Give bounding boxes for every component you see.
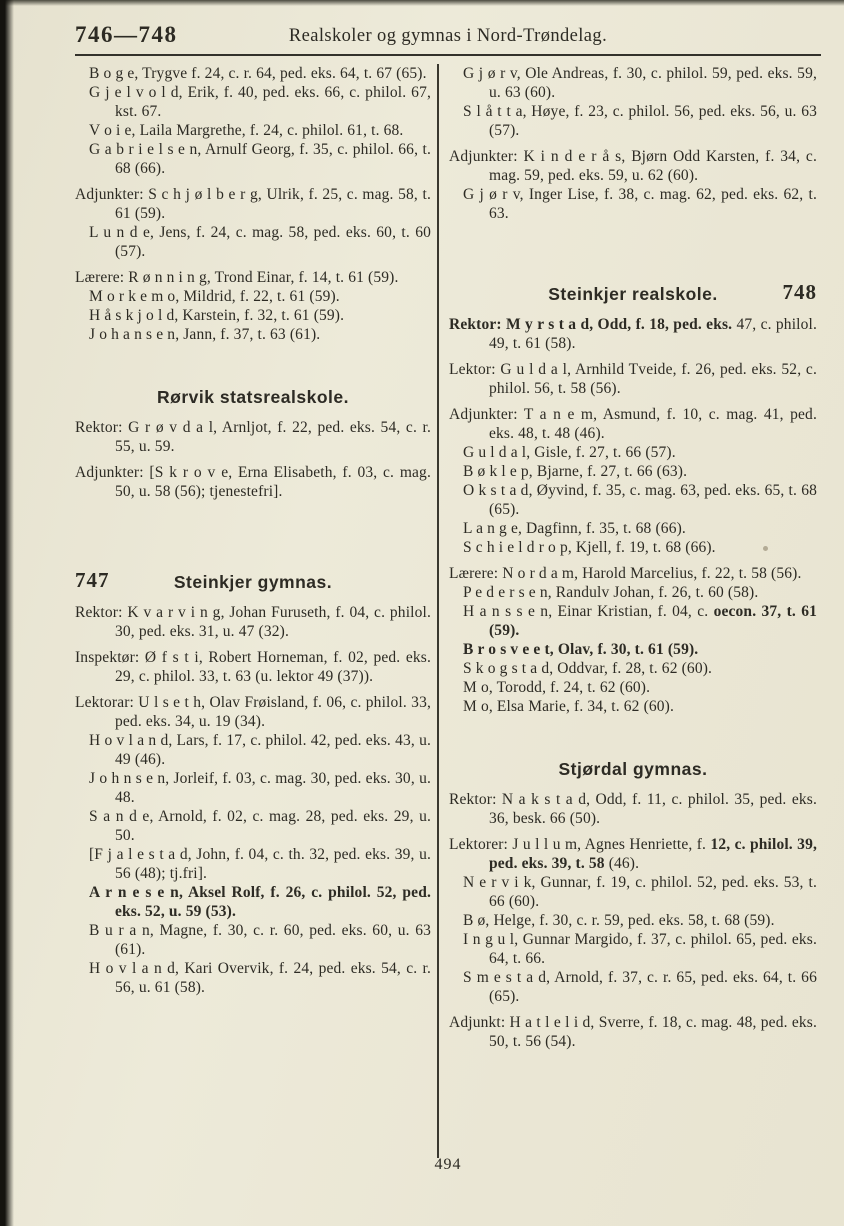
section-heading bbox=[449, 758, 817, 780]
role-entry bbox=[75, 185, 431, 223]
entry-text: B u r a n, Magne, f. 30, c. r. 60, ped. eks. 60, u. 63 (61). bbox=[89, 922, 431, 958]
person-entry bbox=[75, 140, 431, 178]
person-entry bbox=[449, 443, 817, 462]
person-entry bbox=[449, 873, 817, 911]
person-entry bbox=[449, 185, 817, 223]
person-entry bbox=[75, 769, 431, 807]
entry-text: I n g u l, Gunnar Margido, f. 37, c. philol. 65, ped. eks. 64, t. 66. bbox=[463, 931, 817, 967]
role-entry bbox=[75, 648, 431, 686]
entry-text: Adjunkter: T a n e m, Asmund, f. 10, c. mag. 41, ped. eks. 48, t. 48 (46). bbox=[449, 406, 817, 442]
person-entry bbox=[449, 697, 817, 716]
entry-text: M o r k e m o, Mildrid, f. 22, t. 61 (59). bbox=[89, 288, 340, 305]
role-entry bbox=[449, 405, 817, 443]
right-column bbox=[449, 64, 817, 1158]
entry-text: Adjunkt: H a t l e l i d, Sverre, f. 18, c. mag. 48, ped. eks. 50, t. 56 (54). bbox=[449, 1014, 817, 1050]
section-heading bbox=[75, 568, 431, 593]
person-entry bbox=[449, 659, 817, 678]
role-entry bbox=[449, 360, 817, 398]
role-entry bbox=[75, 268, 431, 287]
person-entry bbox=[75, 121, 431, 140]
school-name: Steinkjer realskole. bbox=[548, 284, 718, 304]
entry-text: 47, c. philol. 49, t. 61 (58). bbox=[489, 316, 817, 352]
person-entry bbox=[449, 102, 817, 140]
entry-text: S k o g s t a d, Oddvar, f. 28, t. 62 (60). bbox=[463, 660, 713, 677]
role-entry bbox=[449, 835, 817, 873]
entry-text: Lærere: R ø n n i n g, Trond Einar, f. 14, t. 61 (59). bbox=[75, 269, 399, 286]
person-entry bbox=[75, 845, 431, 883]
role-entry bbox=[449, 790, 817, 828]
entry-text: S c h i e l d r o p, Kjell, f. 19, t. 68 (66). bbox=[463, 539, 716, 556]
role-entry bbox=[75, 463, 431, 501]
directory-section bbox=[449, 758, 817, 1051]
header-rule bbox=[75, 54, 821, 56]
person-entry bbox=[449, 481, 817, 519]
left-column bbox=[75, 64, 431, 1158]
entry-text: Lektorar: U l s e t h, Olav Frøisland, f. 06, c. philol. 33, ped. eks. 34, u. 19 (34). bbox=[75, 694, 431, 730]
person-entry bbox=[75, 306, 431, 325]
person-entry bbox=[449, 640, 817, 659]
role-entry bbox=[449, 315, 817, 353]
entry-text: Rektor: G r ø v d a l, Arnljot, f. 22, ped. eks. 54, c. r. 55, u. 59. bbox=[75, 419, 431, 455]
entry-text: G u l d a l, Gisle, f. 27, t. 66 (57). bbox=[463, 444, 676, 461]
entry-text: 12, c. philol. 39, ped. eks. 39, t. 58 bbox=[489, 836, 818, 872]
person-entry bbox=[449, 583, 817, 602]
person-entry bbox=[75, 921, 431, 959]
scan-edge-top bbox=[0, 0, 844, 6]
entry-text: B ø, Helge, f. 30, c. r. 59, ped. eks. 58, t. 68 (59). bbox=[463, 912, 775, 929]
scan-edge-left bbox=[0, 0, 14, 1226]
entry-text: M o, Torodd, f. 24, t. 62 (60). bbox=[463, 679, 651, 696]
entry-text: H å s k j o l d, Karstein, f. 32, t. 61 (59). bbox=[89, 307, 345, 324]
person-entry bbox=[449, 678, 817, 697]
school-name: Stjørdal gymnas. bbox=[558, 759, 708, 779]
heading-entry-number-right: 748 bbox=[782, 280, 817, 304]
person-entry bbox=[75, 325, 431, 344]
entry-text: A r n e s e n, Aksel Rolf, f. 26, c. philol. 52, ped. eks. 52, u. 59 (53). bbox=[89, 884, 431, 920]
entry-text: V o i e, Laila Margrethe, f. 24, c. philol. 61, t. 68. bbox=[89, 122, 404, 139]
entry-text: (46). bbox=[604, 855, 640, 872]
person-entry bbox=[449, 462, 817, 481]
entry-text: Adjunkter: K i n d e r å s, Bjørn Odd Karsten, f. 34, c. mag. 59, ped. eks. 59, u. 62 (60). bbox=[449, 148, 817, 184]
page-title: Realskoler og gymnas i Nord-Trøndelag. bbox=[288, 26, 608, 46]
person-entry bbox=[449, 968, 817, 1006]
entry-text: H o v l a n d, Kari Overvik, f. 24, ped. eks. 54, c. r. 56, u. 61 (58). bbox=[89, 960, 431, 996]
directory-section bbox=[75, 568, 431, 997]
person-entry bbox=[449, 538, 817, 557]
entry-text: S a n d e, Arnold, f. 02, c. mag. 28, ped. eks. 29, u. 50. bbox=[89, 808, 431, 844]
page-header bbox=[75, 22, 821, 54]
entry-text: Lektorer: J u l l u m, Agnes Henriette, f. bbox=[449, 836, 711, 853]
school-name: Rørvik statsrealskole. bbox=[157, 387, 349, 407]
entry-text: Rektor: N a k s t a d, Odd, f. 11, c. philol. 35, ped. eks. 36, besk. 66 (50). bbox=[449, 791, 817, 827]
directory-section bbox=[449, 280, 817, 716]
school-name: Steinkjer gymnas. bbox=[173, 572, 333, 592]
person-entry bbox=[449, 930, 817, 968]
role-entry bbox=[449, 147, 817, 185]
entry-text: J o h a n s e n, Jann, f. 37, t. 63 (61). bbox=[89, 326, 321, 343]
person-entry bbox=[75, 287, 431, 306]
text-columns bbox=[75, 64, 821, 1158]
heading-entry-number-left: 747 bbox=[75, 568, 110, 592]
entry-text: H a n s s e n, Einar Kristian, f. 04, c. bbox=[463, 603, 714, 620]
entry-text: Lektor: G u l d a l, Arnhild Tveide, f. 26, ped. eks. 52, c. philol. 56, t. 58 (56). bbox=[449, 361, 817, 397]
person-entry bbox=[75, 807, 431, 845]
role-entry bbox=[75, 418, 431, 456]
person-entry bbox=[75, 959, 431, 997]
entry-text: [F j a l e s t a d, John, f. 04, c. th. 32, ped. eks. 39, u. 56 (48); tj.fri]. bbox=[89, 846, 431, 882]
entry-text: Inspektør: Ø f s t i, Robert Horneman, f. 02, ped. eks. 29, c. philol. 33, t. 63 (u. lektor 49 (37)). bbox=[75, 649, 431, 685]
person-entry bbox=[75, 731, 431, 769]
entry-text: Rektor: K v a r v i n g, Johan Furuseth, f. 04, c. philol. 30, ped. eks. 31, u. 47 (32). bbox=[75, 604, 431, 640]
entry-text: P e d e r s e n, Randulv Johan, f. 26, t. 60 (58). bbox=[463, 584, 759, 601]
entry-text: B o g e, Trygve f. 24, c. r. 64, ped. eks. 64, t. 67 (65). bbox=[89, 65, 427, 82]
entry-text: B r o s v e e t, Olav, f. 30, t. 61 (59). bbox=[463, 641, 699, 658]
person-entry bbox=[75, 883, 431, 921]
entry-text: Adjunkter: [S k r o v e, Erna Elisabeth, f. 03, c. mag. 50, u. 58 (56); tjenestefri]. bbox=[75, 464, 431, 500]
entry-text: L a n g e, Dagfinn, f. 35, t. 68 (66). bbox=[463, 520, 686, 537]
entry-text: B ø k l e p, Bjarne, f. 27, t. 66 (63). bbox=[463, 463, 688, 480]
section-heading bbox=[75, 386, 431, 408]
entry-text: S m e s t a d, Arnold, f. 37, c. r. 65, ped. eks. 64, t. 66 (65). bbox=[463, 969, 817, 1005]
role-entry bbox=[75, 603, 431, 641]
person-entry bbox=[75, 64, 431, 83]
page-footer bbox=[75, 1156, 821, 1174]
section-heading bbox=[449, 280, 817, 305]
entry-text: oecon. 37, t. 61 (59). bbox=[489, 603, 817, 639]
person-entry bbox=[449, 911, 817, 930]
entry-text: Adjunkter: S c h j ø l b e r g, Ulrik, f. 25, c. mag. 58, t. 61 (59). bbox=[75, 186, 431, 222]
person-entry bbox=[449, 64, 817, 102]
person-entry bbox=[449, 602, 817, 640]
role-entry bbox=[449, 564, 817, 583]
page-number: 494 bbox=[434, 1156, 462, 1173]
entry-number-range: 746—748 bbox=[75, 22, 178, 47]
entry-text: S l å t t a, Høye, f. 23, c. philol. 56, ped. eks. 56, u. 63 (57). bbox=[463, 103, 817, 139]
entry-text: H o v l a n d, Lars, f. 17, c. philol. 42, ped. eks. 43, u. 49 (46). bbox=[89, 732, 431, 768]
entry-text: M o, Elsa Marie, f. 34, t. 62 (60). bbox=[463, 698, 675, 715]
entry-text: O k s t a d, Øyvind, f. 35, c. mag. 63, ped. eks. 65, t. 68 (65). bbox=[463, 482, 817, 518]
person-entry bbox=[75, 83, 431, 121]
role-entry bbox=[449, 1013, 817, 1051]
entry-text: J o h n s e n, Jorleif, f. 03, c. mag. 30, ped. eks. 30, u. 48. bbox=[89, 770, 431, 806]
directory-section bbox=[449, 64, 817, 223]
entry-text: N e r v i k, Gunnar, f. 19, c. philol. 52, ped. eks. 53, t. 66 (60). bbox=[463, 874, 817, 910]
person-entry bbox=[449, 519, 817, 538]
column-divider bbox=[437, 64, 439, 1158]
entry-text: G j e l v o l d, Erik, f. 40, ped. eks. 66, c. philol. 67, kst. 67. bbox=[89, 84, 431, 120]
entry-text: L u n d e, Jens, f. 24, c. mag. 58, ped. eks. 60, t. 60 (57). bbox=[89, 224, 431, 260]
entry-text: Lærere: N o r d a m, Harold Marcelius, f. 22, t. 58 (56). bbox=[449, 565, 802, 582]
entry-text: G j ø r v, Inger Lise, f. 38, c. mag. 62, ped. eks. 62, t. 63. bbox=[463, 186, 817, 222]
person-entry bbox=[75, 223, 431, 261]
directory-section bbox=[75, 386, 431, 501]
entry-text: G a b r i e l s e n, Arnulf Georg, f. 35, c. philol. 66, t. 68 (66). bbox=[89, 141, 431, 177]
role-entry bbox=[75, 693, 431, 731]
directory-section bbox=[75, 64, 431, 344]
entry-text: Rektor: M y r s t a d, Odd, f. 18, ped. eks. bbox=[449, 316, 733, 333]
entry-text: G j ø r v, Ole Andreas, f. 30, c. philol. 59, ped. eks. 59, u. 63 (60). bbox=[463, 65, 817, 101]
